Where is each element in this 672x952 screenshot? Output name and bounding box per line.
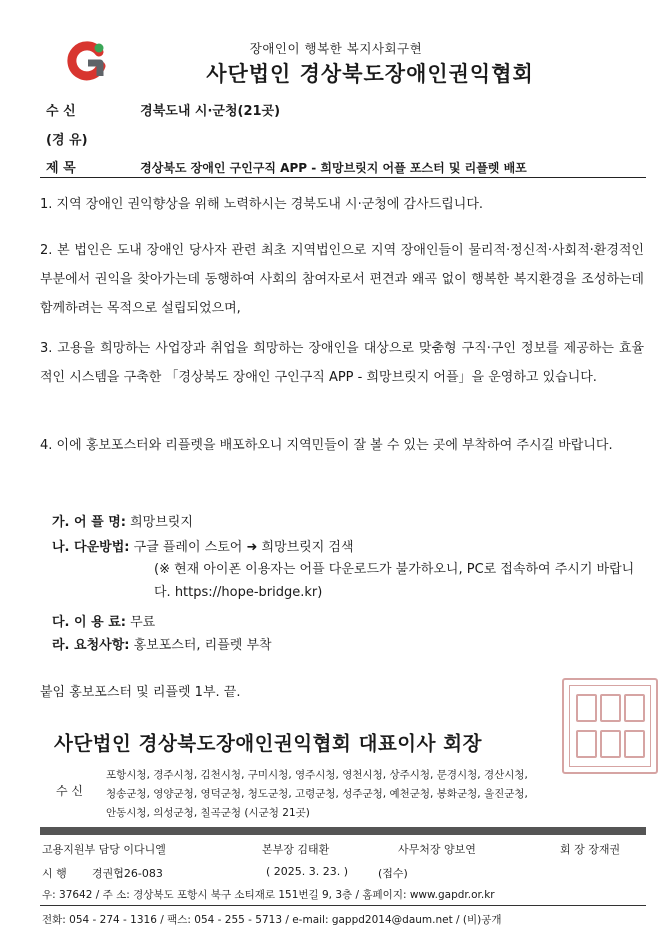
paragraph-3: 3. 고용을 희망하는 사업장과 취업을 희망하는 장애인을 대상으로 맞춤형 구직·구인 정보를 제공하는 효율적인 시스템을 구축한 「경상북도 장애인 구인구직 APP - 희망브릿지 어플」을 운영하고 있습니다.	[40, 341, 644, 385]
paragraph-1: 1. 지역 장애인 권익향상을 위해 노력하시는 경북도내 시·군청에 감사드립니다.	[40, 197, 484, 212]
item-value: 희망브릿지	[130, 515, 193, 530]
item-label: 다. 이 용 료:	[52, 615, 126, 630]
recipients-line-3: 안동시청, 의성군청, 칠곡군청 (시군청 21곳)	[106, 807, 310, 819]
subject-row	[46, 157, 527, 176]
via-label: (경 유)	[46, 133, 88, 148]
sender-line: 사단법인 경상북도장애인권익협회 대표이사 회장	[54, 732, 482, 755]
doc-label: 시 행	[42, 867, 67, 880]
approver-head: 본부장 김태환	[262, 843, 330, 856]
item-value: 무료	[130, 615, 156, 630]
attachment-line: 붙임 홍보포스터 및 리플렛 1부. 끝.	[40, 685, 241, 700]
item-request	[52, 634, 272, 653]
recipients-line-2: 청송군청, 영양군청, 영덕군청, 청도군청, 고령군청, 성주군청, 예천군청, 봉화군청, 울진군청,	[106, 788, 528, 800]
recipient-row	[46, 100, 280, 119]
official-seal-icon	[562, 678, 658, 774]
item-label: 가. 어 플 명:	[52, 515, 126, 530]
recipient-value: 경북도내 시·군청(21곳)	[140, 104, 281, 119]
footer-divider	[40, 827, 646, 835]
subject-value: 경상북도 장애인 구인구직 APP - 희망브릿지 어플 포스터 및 리플렛 배포	[140, 161, 527, 175]
subject-label: 제 목	[46, 161, 76, 176]
receipt-label: (접수)	[378, 867, 408, 880]
item-fee	[52, 611, 155, 630]
footer-rule	[40, 905, 646, 906]
item-value: (※ 현재 아이폰 이용자는 어플 다운로드가 불가하오니, PC로 접속하여 주시기 바랍니다. https://hope-bridge.kr)	[154, 562, 635, 600]
item-value: 구글 플레이 스토어 ➜ 희망브릿지 검색	[133, 540, 354, 555]
approver-secretary: 사무처장 양보연	[398, 843, 476, 856]
approver-president: 회 장 장재권	[560, 843, 621, 856]
item-label: 나. 다운방법:	[52, 540, 130, 555]
item-iphone-note	[154, 558, 640, 604]
paragraph-4: 4. 이에 홍보포스터와 리플렛을 배포하오니 지역민들이 잘 볼 수 있는 곳에 부착하여 주시길 바랍니다.	[40, 438, 613, 453]
via-row	[46, 129, 88, 148]
header-rule	[40, 177, 646, 178]
paragraph-2: 2. 본 법인은 도내 장애인 당사자 관련 최초 지역법인으로 지역 장애인들이 물리적·정신적·사회적·환경적인 부분에서 권익을 찾아가는데 동행하여 사회의 참여자로서 편견과 왜곡 없이 행복한 복지환경을 조성하는데 함께하려는 목적으로 설립되었으며,	[40, 243, 644, 316]
item-app-name	[52, 511, 193, 530]
item-download	[52, 536, 354, 555]
contact-line: 전화: 054 - 274 - 1316 / 팩스: 054 - 255 - 5713 / e-mail: gappd2014@daum.net / (비)공개	[42, 914, 502, 926]
drafter: 고용지원부 담당 이다니엘	[42, 843, 166, 856]
recipients-line-1: 포항시청, 경주시청, 김천시청, 구미시청, 영주시청, 영천시청, 상주시청, 문경시청, 경산시청,	[106, 769, 528, 781]
recipient-label: 수 신	[46, 104, 76, 119]
doc-number: 경권협26-083	[92, 867, 163, 880]
doc-date: ( 2025. 3. 23. )	[266, 865, 349, 878]
org-slogan: 장애인이 행복한 복지사회구현	[249, 41, 423, 56]
address-line: 우: 37642 / 주 소: 경상북도 포항시 북구 소티재로 151번길 9, 3층 / 홈페이지: www.gapdr.or.kr	[42, 889, 495, 901]
org-title: 사단법인 경상북도장애인권익협회	[206, 62, 534, 86]
recipients-label: 수 신	[56, 784, 83, 798]
item-value: 홍보포스터, 리플렛 부착	[133, 638, 272, 653]
item-label: 라. 요청사항:	[52, 638, 130, 653]
